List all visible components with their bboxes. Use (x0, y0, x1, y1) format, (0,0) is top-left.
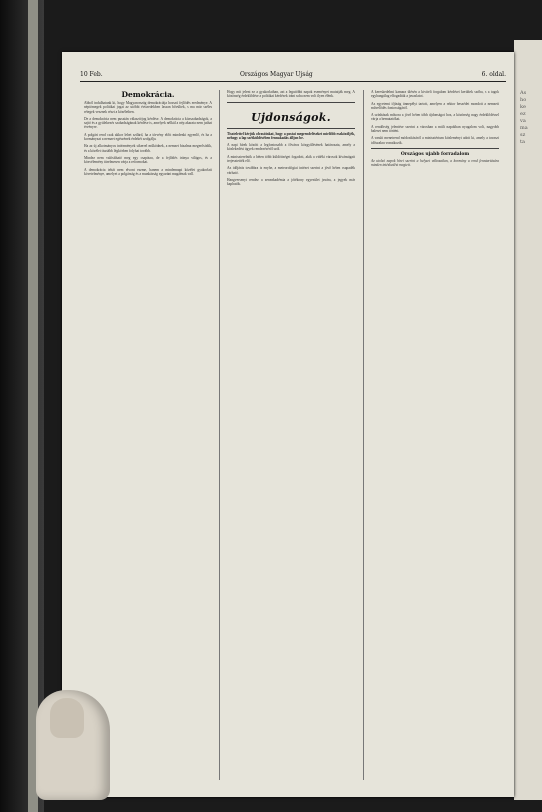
paragraph: A kereskedelmi kamara ülésén a kiviteli forgalom kérdései kerültek szóba, s a tagok egyhangúlag elfogadták a javaslatot. (371, 90, 499, 99)
paper-title: Országos Magyar Ujság (240, 71, 313, 78)
paragraph: Az egyetemi ifjúság ünnepélyt tartott, amelyen a rektor beszédet mondott a nemzeti művelődés fontosságáról. (371, 101, 499, 110)
paragraph: Az időjárás továbbra is enyhe, a meteorológiai intézet szerint a jövő héten csapadék várható. (227, 166, 355, 175)
page-header (80, 71, 506, 81)
paragraph: De a demokrácia nem pusztán választójog kérdése. A demokrácia a közszabadságok, a sajtó és a gyülekezés szabadságának kérdése is, amelyek nélkül a nép akarata nem juthat érvényre. (84, 116, 212, 130)
newspaper-page (62, 52, 514, 797)
paragraph: A polgári rend csak akkor lehet szilárd, ha a törvény előtt mindenki egyenlő, és ha a kormányzat a nemzet egészének érdekét szolgálja. (84, 132, 212, 142)
paragraph: Ha az új alkotmányos intézmények sikerrel működnek, a nemzet bizalma megerősödik, és a közélet tisztább légkörben folyhat tovább. (84, 144, 212, 153)
column-1 (84, 90, 212, 780)
section-rule (227, 102, 355, 103)
column-divider-2 (363, 90, 364, 780)
paragraph: A színházak műsora a jövő héten több újdonságot hoz, a közönség nagy érdeklődéssel várja a bemutatókat. (371, 113, 499, 122)
paragraph: A vasúti menetrend módosításáról a minisztérium közleményt adott ki, amely a tavaszi időszakra vonatkozik. (371, 136, 499, 145)
header-rule (80, 81, 506, 82)
lead-paragraph: Tisztelettel kérjük olvasóinkat, hogy a postai megrendeléseket mielőbb eszközöljék, nehogy a lap szétküldésében fennakadás álljon be. (227, 131, 355, 140)
column-divider-1 (219, 90, 220, 780)
section-title-forradalom: Országos ujabb forradalom (400, 151, 470, 157)
column-3 (371, 90, 499, 780)
article-title-demokracia: Demokrácia. (121, 90, 175, 99)
section-title-ujdonsagok: Ujdonságok. (251, 110, 331, 124)
paragraph: A miniszterelnök a héten több küldöttséget fogadott, akik a vidéki városok kívánságait terjesztették elő. (227, 154, 355, 164)
adjacent-page-text: As ho ke ez va ma sz ta (520, 90, 528, 145)
column-2 (227, 90, 355, 780)
page-number-left: 10 Feb. (80, 71, 103, 78)
paragraph: Mindez nem valósítható meg egy csapásra, de a fejlődés iránya világos, és a közvélemény türelmesen várja a reformokat. (84, 155, 212, 165)
paragraph: Hangversenyt rendez a zeneakadémia a jótékony egyesület javára, a jegyek már kaphatók. (227, 177, 355, 187)
paragraph: A rendőrség jelentése szerint a városban a múlt napokban nyugalom volt, nagyobb baleset nem történt. (371, 124, 499, 134)
paragraph: A napi hírek között a legfontosabb a főváros közgyűlésének határozata, amely a közlekedési ügyek rendezéséről szól. (227, 143, 355, 152)
adjacent-page-edge (514, 40, 542, 800)
binding-strip (28, 0, 38, 812)
section-rule (227, 128, 355, 129)
page-number-right: 6. oldal. (481, 71, 506, 78)
paragraph: A demokrácia tehát nem elvont eszme, hanem a mindennapi közélet gyakorlati követelménye, amelyet a polgárság és a munkásság egyaránt magáénak vall. (84, 167, 212, 176)
book-binding (0, 0, 44, 812)
thumbnail-nail (50, 698, 84, 738)
thumb-holding-page (36, 690, 110, 800)
paragraph: Hogy mit jelent ez a gyakorlatban, azt a legutóbbi napok eseményei mutatják meg. A közönség érdeklődése a politikai kérdések iránt soha nem volt ilyen élénk. (227, 90, 355, 99)
paragraph: Abból indulhatunk ki, hogy Magyarország demokráciája hosszú fejlődés eredménye. A néptömegek politikai jogai az utóbbi évtizedekben lassan bővültek, s ma már széles rétegek vesznek részt a közéletben. (84, 101, 212, 114)
paragraph: Az utolsó napok hírei szerint a helyzet változatlan, a kormány a rend fenntartására minden intézkedést megtett. (371, 158, 499, 168)
section-rule (371, 148, 499, 149)
